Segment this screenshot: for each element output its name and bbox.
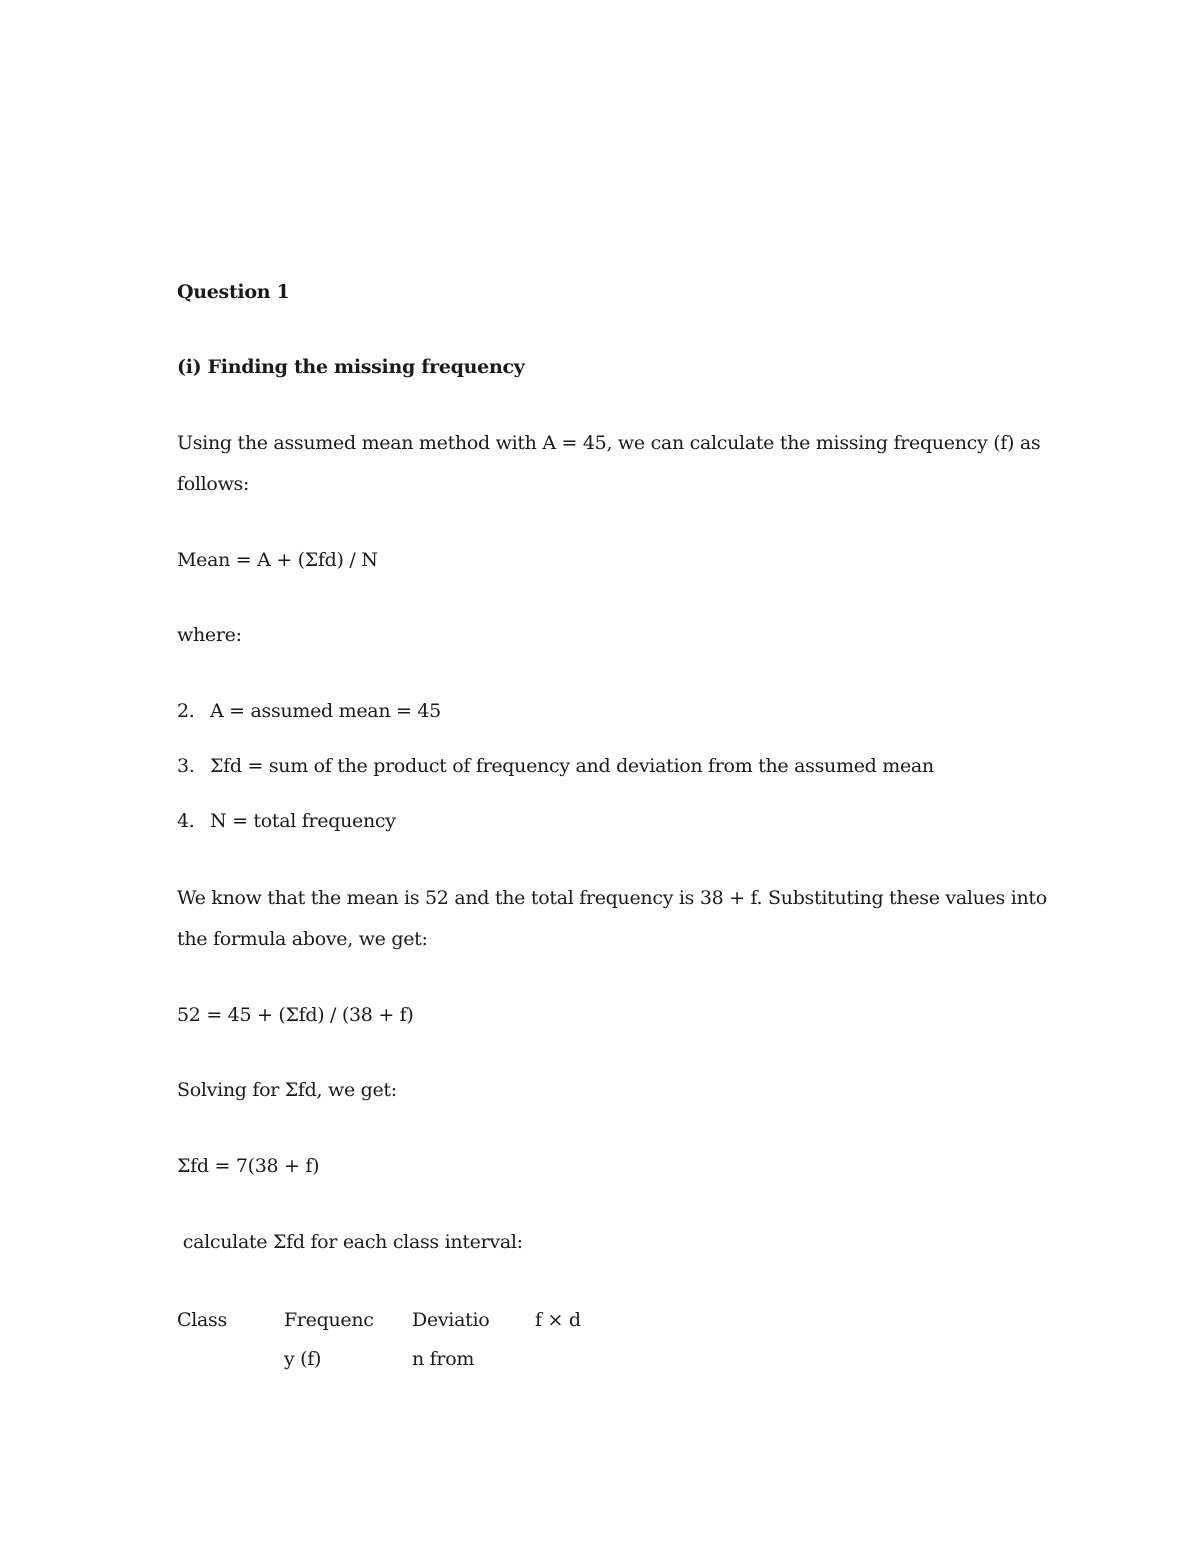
equation-2: Σfd = 7(38 + f) — [177, 1155, 320, 1177]
calc-line: calculate Σfd for each class interval: — [177, 1231, 523, 1253]
list-item-text: Σfd = sum of the product of frequency and deviation from the assumed mean — [210, 755, 934, 777]
equation-1: 52 = 45 + (Σfd) / (38 + f) — [177, 1004, 414, 1026]
where-label: where: — [177, 624, 242, 646]
intro-paragraph-line-1: Using the assumed mean method with A = 45, we can calculate the missing frequency (f) as — [177, 432, 1041, 454]
table-header-fxd: f × d — [535, 1309, 581, 1331]
intro-paragraph-line-2: follows: — [177, 473, 250, 495]
list-item — [177, 801, 396, 841]
table-header-frequency-line-2: y (f) — [284, 1348, 322, 1370]
question-title: Question 1 — [177, 281, 290, 303]
table-header-deviation-line-2: n from — [412, 1348, 475, 1370]
section-heading: (i) Finding the missing frequency — [177, 356, 525, 378]
list-item-number: 3. — [177, 755, 195, 777]
table-header-deviation-line-1: Deviatio — [412, 1309, 490, 1331]
table-header-class: Class — [177, 1309, 227, 1331]
list-item-text: N = total frequency — [210, 810, 396, 832]
list-item-number: 2. — [177, 700, 195, 722]
list-item — [177, 691, 441, 731]
table-header-frequency-line-1: Frequenc — [284, 1309, 374, 1331]
solving-label: Solving for Σfd, we get: — [177, 1079, 397, 1101]
mean-formula: Mean = A + (Σfd) / N — [177, 549, 378, 571]
known-paragraph-line-1: We know that the mean is 52 and the total frequency is 38 + f. Substituting these values into — [177, 887, 1047, 909]
list-item — [177, 746, 934, 786]
known-paragraph-line-2: the formula above, we get: — [177, 928, 428, 950]
list-item-number: 4. — [177, 810, 195, 832]
list-item-text: A = assumed mean = 45 — [210, 700, 441, 722]
